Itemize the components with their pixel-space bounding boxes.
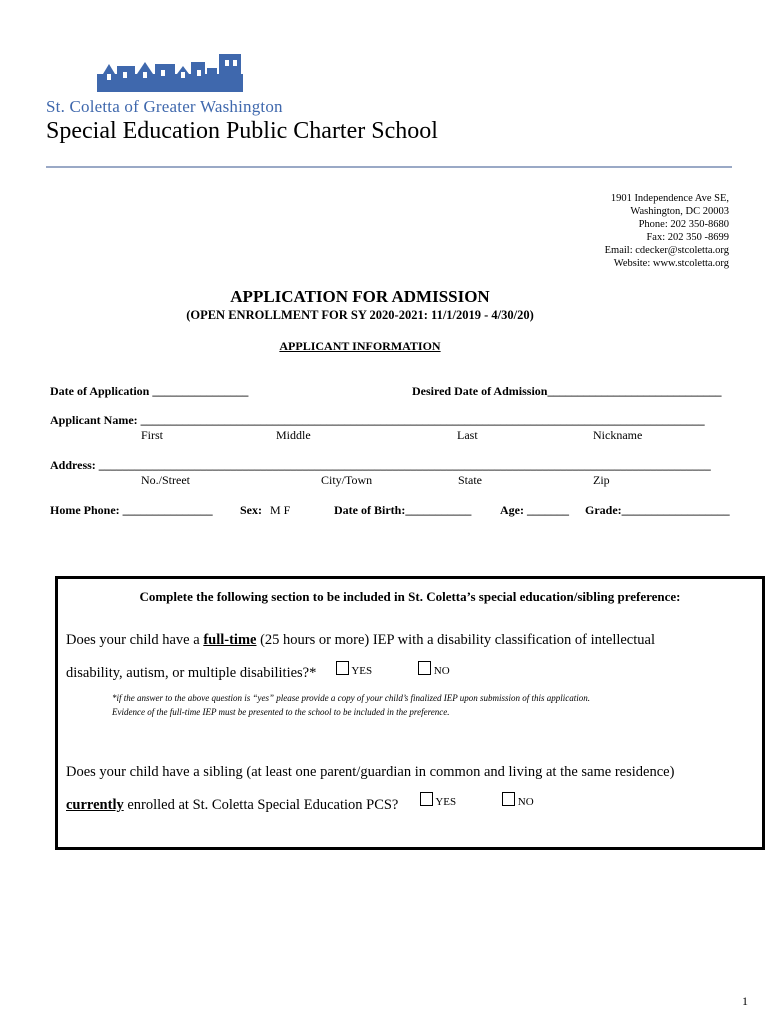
date-of-application-field[interactable]: Date of Application ________________ xyxy=(50,384,249,398)
iep-question-text-cont: (25 hours or more) IEP with a disability classification of intellectual xyxy=(256,632,655,648)
form-title: APPLICATION FOR ADMISSION xyxy=(230,287,490,306)
iep-no-label: NO xyxy=(433,665,450,677)
address-field[interactable]: Address: ______________________________________________________________________________________________________ xyxy=(50,458,711,472)
address-line: 1901 Independence Ave SE, xyxy=(610,193,729,204)
preference-section xyxy=(55,576,765,850)
sibling-yes-checkbox[interactable] xyxy=(420,792,433,806)
page-number: 1 xyxy=(742,994,748,1008)
desired-admission-date-field[interactable]: Desired Date of Admission_____________________________ xyxy=(412,384,722,398)
website-line: Website: www.stcoletta.org xyxy=(613,258,729,269)
full-time-emphasis: full-time xyxy=(203,632,257,648)
iep-footnote-line2: Evidence of the full-time IEP must be presented to the school to be included in the preference. xyxy=(112,707,450,717)
iep-no-option[interactable] xyxy=(418,661,450,677)
name-sub-first: First xyxy=(141,428,164,442)
name-sub-nickname: Nickname xyxy=(593,428,643,442)
school-title: Special Education Public Charter School xyxy=(46,118,438,144)
email-line: Email: cdecker@stcoletta.org xyxy=(604,245,729,256)
iep-yes-option[interactable] xyxy=(336,661,372,677)
sex-options[interactable]: M F xyxy=(270,503,291,517)
iep-question-line2: disability, autism, or multiple disabilities?* xyxy=(66,665,317,681)
address-sub-zip: Zip xyxy=(593,473,610,487)
applicant-name-field[interactable]: Applicant Name: ______________________________________________________________________________________________ xyxy=(50,413,705,427)
home-phone-field[interactable]: Home Phone: _______________ xyxy=(50,503,213,517)
iep-question-text: Does your child have a xyxy=(66,632,204,648)
iep-no-checkbox[interactable] xyxy=(418,661,431,675)
name-sub-last: Last xyxy=(457,428,478,442)
sibling-yes-label: YES xyxy=(435,796,457,808)
age-field[interactable]: Age: _______ xyxy=(500,503,569,517)
sibling-question-line1: Does your child have a sibling (at least one parent/guardian in common and living at the same residence) xyxy=(66,764,675,780)
address-sub-street: No./Street xyxy=(141,473,190,487)
fax-line: Fax: 202 350 -8699 xyxy=(646,232,729,243)
currently-emphasis: currently xyxy=(66,797,124,813)
sibling-question-line2 xyxy=(66,797,398,814)
sibling-no-label: NO xyxy=(517,796,534,808)
preference-section-title: Complete the following section to be included in St. Coletta’s special education/sibling preference: xyxy=(139,589,681,604)
address-sub-city: City/Town xyxy=(321,473,373,487)
address-line: Washington, DC 20003 xyxy=(630,206,729,217)
organization-name: St. Coletta of Greater Washington xyxy=(46,97,283,116)
iep-footnote-line1: *if the answer to the above question is “yes” please provide a copy of your child’s finalized IEP upon submission of this application. xyxy=(112,693,591,703)
sex-label: Sex: xyxy=(240,503,262,517)
grade-field[interactable]: Grade:__________________ xyxy=(585,503,730,517)
address-sub-state: State xyxy=(458,473,482,487)
sibling-yes-option[interactable] xyxy=(420,792,456,808)
sibling-question-text: enrolled at St. Coletta Special Education PCS? xyxy=(123,797,399,813)
header-divider xyxy=(46,166,732,168)
iep-yes-label: YES xyxy=(351,665,373,677)
sibling-no-option[interactable] xyxy=(502,792,534,808)
iep-yes-checkbox[interactable] xyxy=(336,661,349,675)
school-logo xyxy=(95,52,245,94)
name-sub-middle: Middle xyxy=(276,428,311,442)
section-heading: APPLICANT INFORMATION xyxy=(279,339,441,353)
phone-line: Phone: 202 350-8680 xyxy=(638,219,729,230)
date-of-birth-field[interactable]: Date of Birth:___________ xyxy=(334,503,472,517)
iep-question-line1 xyxy=(66,632,655,649)
school-address-block xyxy=(605,192,729,270)
sibling-no-checkbox[interactable] xyxy=(502,792,515,806)
enrollment-period: (OPEN ENROLLMENT FOR SY 2020-2021: 11/1/2019 - 4/30/20) xyxy=(186,308,534,322)
